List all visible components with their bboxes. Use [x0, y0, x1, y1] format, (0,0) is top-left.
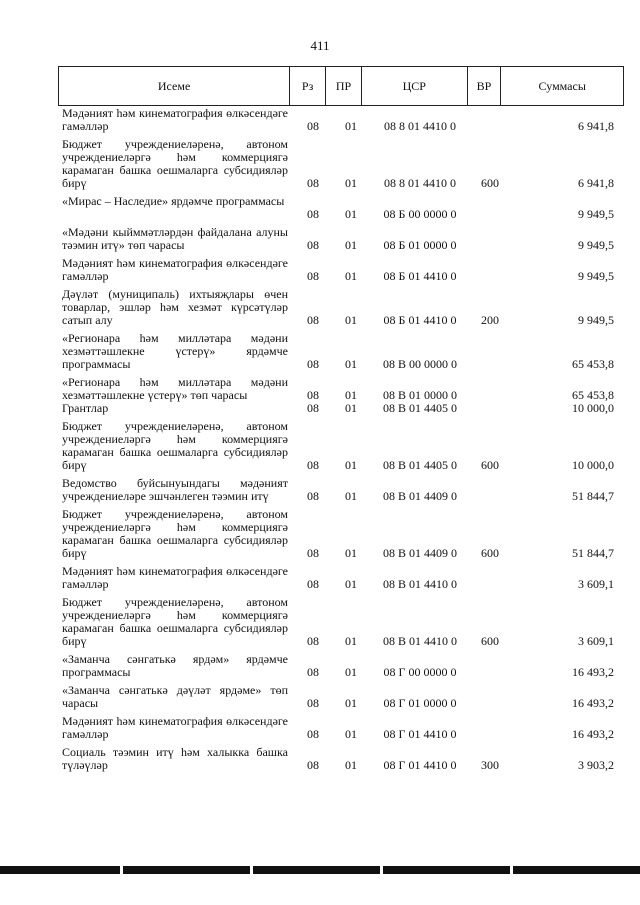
row-csr: 08 8 01 4410 0 — [384, 119, 456, 133]
row-pr: 01 — [345, 577, 357, 591]
row-name: Ведомство буйсынуындагы мәдәният учреждениеләре эшчәнлеген тәэмин итү — [62, 476, 288, 503]
row-pr: 01 — [345, 119, 357, 133]
row-sum: 3 609,1 — [578, 577, 614, 591]
header-pr: ПР — [326, 67, 362, 105]
table-row — [0, 195, 640, 221]
table-row — [0, 332, 640, 371]
row-rz: 08 — [307, 313, 319, 327]
row-rz: 08 — [307, 665, 319, 679]
row-sum: 3 609,1 — [578, 634, 614, 648]
row-pr: 01 — [345, 401, 357, 415]
row-rz: 08 — [307, 634, 319, 648]
row-csr: 08 В 01 4409 0 — [382, 546, 457, 560]
header-name: Исеме — [59, 67, 290, 105]
row-name: Грантлар — [62, 401, 109, 415]
row-rz: 08 — [307, 489, 319, 503]
header-csr: ЦСР — [362, 67, 468, 105]
row-name: «Регионара һәм милләтара мәдәни хезмәттәшлекне үстерү» ярдәмче программасы — [62, 331, 288, 371]
row-sum: 16 493,2 — [572, 665, 614, 679]
row-sum: 10 000,0 — [572, 401, 614, 415]
header-rz: Рз — [290, 67, 326, 105]
row-rz: 08 — [307, 357, 319, 371]
bottom-scan-bar — [0, 866, 640, 874]
row-sum: 3 903,2 — [578, 758, 614, 772]
row-rz: 08 — [307, 269, 319, 283]
row-sum: 16 493,2 — [572, 696, 614, 710]
row-sum: 9 949,5 — [578, 238, 614, 252]
row-vr: 200 — [481, 313, 499, 327]
table-header — [58, 66, 624, 106]
table-row — [0, 565, 640, 591]
row-pr: 01 — [345, 758, 357, 772]
row-pr: 01 — [345, 207, 357, 221]
row-rz: 08 — [307, 577, 319, 591]
row-csr: 08 В 01 0000 0 — [382, 388, 457, 402]
row-rz: 08 — [307, 458, 319, 472]
row-csr: 08 В 01 4410 0 — [382, 634, 457, 648]
row-sum: 9 949,5 — [578, 269, 614, 283]
table-row — [0, 477, 640, 503]
row-sum: 9 949,5 — [578, 207, 614, 221]
row-csr: 08 Б 01 0000 0 — [383, 238, 457, 252]
row-name: Мәдәният һәм кинематография өлкәсендәге гамәлләр — [62, 106, 288, 133]
row-pr: 01 — [345, 388, 357, 402]
row-vr: 600 — [481, 546, 499, 560]
row-pr: 01 — [345, 546, 357, 560]
row-csr: 08 Г 01 4410 0 — [383, 758, 457, 772]
row-rz: 08 — [307, 176, 319, 190]
row-sum: 51 844,7 — [572, 546, 614, 560]
row-csr: 08 В 01 4410 0 — [382, 577, 457, 591]
row-name: Бюджет учреждениеләренә, автоном учреждениеләргә һәм коммерциягә карамаган башка оешмаларга субсидияләр бирү — [62, 419, 288, 472]
row-rz: 08 — [307, 546, 319, 560]
row-name: «Регионара һәм милләтара мәдәни хезмәттәшлекне үстерү» төп чарасы — [62, 375, 288, 402]
row-sum: 65 453,8 — [572, 357, 614, 371]
row-name: «Мәдәни кыйммәтләрдән файдалана алуны тәэмин итү» төп чарасы — [62, 225, 288, 252]
row-csr: 08 В 01 4405 0 — [382, 458, 457, 472]
row-csr: 08 Б 00 0000 0 — [383, 207, 457, 221]
row-sum: 16 493,2 — [572, 727, 614, 741]
table-row — [0, 653, 640, 679]
row-rz: 08 — [307, 758, 319, 772]
page-number: 411 — [310, 38, 330, 53]
row-name: Бюджет учреждениеләренә, автоном учреждениеләргә һәм коммерциягә карамаган башка оешмаларга субсидияләр бирү — [62, 507, 288, 560]
table-row — [0, 420, 640, 472]
row-pr: 01 — [345, 634, 357, 648]
row-csr: 08 Г 01 0000 0 — [383, 696, 457, 710]
header-sum: Суммасы — [538, 78, 586, 93]
row-name: «Мирас – Наследие» ярдәмче программасы — [62, 194, 285, 208]
table-body — [0, 107, 640, 772]
row-sum: 65 453,8 — [572, 388, 614, 402]
row-rz: 08 — [307, 238, 319, 252]
row-vr: 600 — [481, 458, 499, 472]
row-csr: 08 8 01 4410 0 — [384, 176, 456, 190]
row-pr: 01 — [345, 238, 357, 252]
row-pr: 01 — [345, 727, 357, 741]
row-pr: 01 — [345, 357, 357, 371]
row-name: Мәдәният һәм кинематография өлкәсендәге гамәлләр — [62, 714, 288, 741]
row-pr: 01 — [345, 696, 357, 710]
row-sum: 51 844,7 — [572, 489, 614, 503]
table-row — [0, 107, 640, 133]
row-name: Бюджет учреждениеләренә, автоном учреждениеләргә һәм коммерциягә карамаган башка оешмаларга субсидияләр бирү — [62, 137, 288, 190]
row-name: Дәүләт (муниципаль) ихтыяҗлары өчен товарлар, эшләр һәм хезмәт күрсәтүләр сатып алу — [62, 287, 288, 327]
header-vr: ВР — [468, 67, 502, 105]
row-name: Бюджет учреждениеләренә, автоном учреждениеләргә һәм коммерциягә карамаган башка оешмаларга субсидияләр бирү — [62, 595, 288, 648]
row-name: «Заманча сәнгатькә ярдәм» ярдәмче программасы — [62, 652, 288, 679]
row-name: Социаль тәэмин итү һәм халыкка башка түләүләр — [62, 745, 288, 772]
row-vr: 600 — [481, 634, 499, 648]
row-pr: 01 — [345, 665, 357, 679]
row-csr: 08 Г 01 4410 0 — [383, 727, 457, 741]
row-name: Мәдәният һәм кинематография өлкәсендәге гамәлләр — [62, 256, 288, 283]
row-pr: 01 — [345, 489, 357, 503]
row-vr: 300 — [481, 758, 499, 772]
row-csr: 08 Б 01 4410 0 — [383, 313, 457, 327]
table-row — [0, 257, 640, 283]
table-row — [0, 402, 640, 415]
table-row — [0, 376, 640, 402]
row-csr: 08 В 01 4405 0 — [382, 401, 457, 415]
row-sum: 6 941,8 — [578, 119, 614, 133]
table-row — [0, 508, 640, 560]
row-rz: 08 — [307, 119, 319, 133]
row-rz: 08 — [307, 727, 319, 741]
row-name: «Заманча сәнгатькә дәүләт ярдәме» төп чарасы — [62, 683, 288, 710]
row-sum: 9 949,5 — [578, 313, 614, 327]
row-csr: 08 В 01 4409 0 — [382, 489, 457, 503]
row-rz: 08 — [307, 207, 319, 221]
table-row — [0, 746, 640, 772]
row-pr: 01 — [345, 176, 357, 190]
row-csr: 08 Г 00 0000 0 — [383, 665, 457, 679]
row-vr: 600 — [481, 176, 499, 190]
row-rz: 08 — [307, 388, 319, 402]
row-pr: 01 — [345, 269, 357, 283]
row-pr: 01 — [345, 458, 357, 472]
row-rz: 08 — [307, 696, 319, 710]
row-sum: 6 941,8 — [578, 176, 614, 190]
table-row — [0, 288, 640, 327]
row-csr: 08 Б 01 4410 0 — [383, 269, 457, 283]
row-sum: 10 000,0 — [572, 458, 614, 472]
table-row — [0, 715, 640, 741]
table-row — [0, 684, 640, 710]
table-row — [0, 596, 640, 648]
table-row — [0, 226, 640, 252]
row-name: Мәдәният һәм кинематография өлкәсендәге гамәлләр — [62, 564, 288, 591]
row-csr: 08 В 00 0000 0 — [382, 357, 457, 371]
row-pr: 01 — [345, 313, 357, 327]
table-row — [0, 138, 640, 190]
row-rz: 08 — [307, 401, 319, 415]
